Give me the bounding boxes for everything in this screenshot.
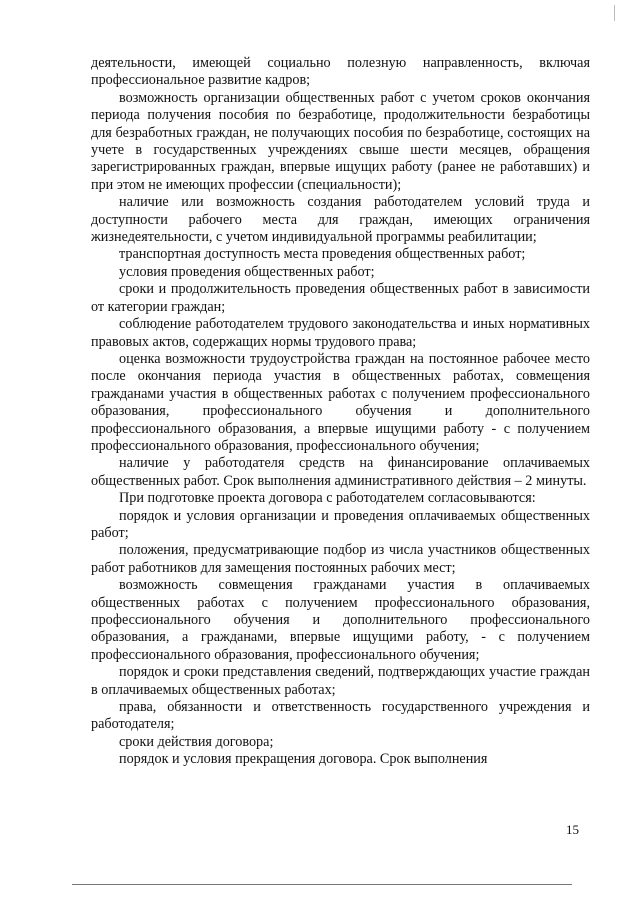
- paragraph: соблюдение работодателем трудового законодательства и иных нормативных правовых актов, содержащих нормы трудового права;: [91, 316, 590, 350]
- paragraph: порядок и условия организации и проведения оплачиваемых общественных работ;: [91, 507, 590, 541]
- paragraph: порядок и сроки представления сведений, подтверждающих участие граждан в оплачиваемых общественных работах;: [91, 664, 590, 698]
- paragraph-continuation: деятельности, имеющей социально полезную направленность, включая профессиональное развитие кадров;: [91, 55, 590, 89]
- paragraph: права, обязанности и ответственность государственного учреждения и работодателя;: [91, 699, 590, 733]
- paragraph: оценка возможности трудоустройства граждан на постоянное рабочее место после окончания периода участия в общественных работах, совмещения гражданами участия в общественных работах с получением профессионального образования, профессионального обучения и дополнительного профессионального образования, а впервые ищущими работу - с получением профессионального образования, профессионального обучения;: [91, 350, 590, 454]
- document-body: [91, 55, 590, 769]
- paragraph: наличие у работодателя средств на финансирование оплачиваемых общественных работ. Срок выполнения административного действия – 2 минуты.: [91, 455, 590, 489]
- paragraph: возможность совмещения гражданами участия в оплачиваемых общественных работах с получением профессионального образования, профессионального обучения и дополнительного профессионального образования, а гражданами, впервые ищущими работу, - с получением профессионального образования, профессионального обучения;: [91, 577, 590, 663]
- scan-mark: [614, 5, 615, 21]
- paragraph: порядок и условия прекращения договора. Срок выполнения: [119, 751, 488, 768]
- paragraph: наличие или возможность создания работодателем условий труда и доступности рабочего места для граждан, имеющих ограничения жизнедеятельности, с учетом индивидуальной программы реабилитации;: [91, 194, 590, 246]
- page-bottom-rule: [72, 884, 572, 885]
- paragraph: сроки и продолжительность проведения общественных работ в зависимости от категории граждан;: [91, 281, 590, 315]
- paragraph: При подготовке проекта договора с работодателем согласовываются:: [119, 490, 536, 507]
- paragraph: транспортная доступность места проведения общественных работ;: [119, 246, 526, 263]
- paragraph: возможность организации общественных работ с учетом сроков окончания периода получения пособия по безработице, продолжительности безработицы для безработных граждан, не получающих пособия по безработице, состоящих на учете в государственных учреждениях свыше шести месяцев, обращения зарегистрированных граждан, впервые ищущих работу (ранее не работавших) и при этом не имеющих профессии (специальности);: [91, 89, 590, 193]
- paragraph: положения, предусматривающие подбор из числа участников общественных работ работников для замещения постоянных рабочих мест;: [91, 542, 590, 576]
- page-number: 15: [566, 822, 579, 837]
- paragraph: сроки действия договора;: [119, 733, 274, 750]
- paragraph: условия проведения общественных работ;: [119, 263, 375, 280]
